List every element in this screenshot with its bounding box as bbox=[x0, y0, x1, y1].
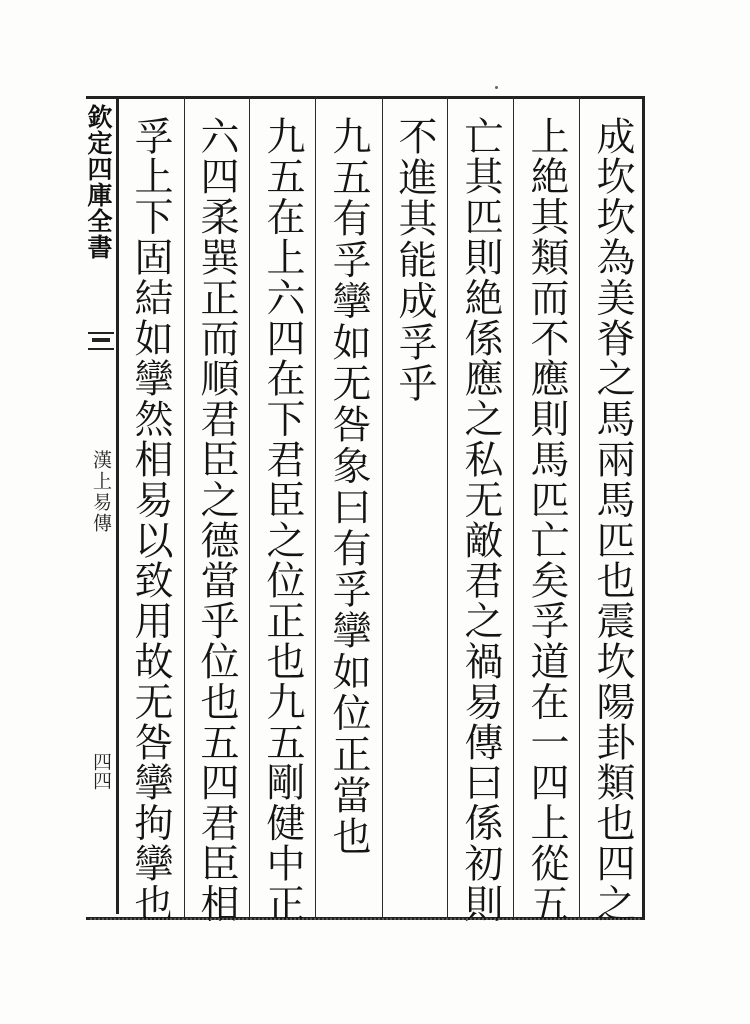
bottom-edge bbox=[90, 918, 640, 930]
text-column-6: 九五在上六四在下君臣之位正也九五剛健中正 bbox=[260, 116, 305, 924]
gutter-book-title: 漢上易傳 bbox=[90, 450, 112, 534]
text-column-5: 九五有孚攣如无咎象曰有孚攣如位正當也 bbox=[326, 116, 371, 858]
fish-tail-mark bbox=[88, 332, 114, 350]
column-rule bbox=[513, 96, 514, 917]
text-column-3: 亡其匹則絶係應之私无敵君之禍易傳曰係初則 bbox=[458, 116, 503, 924]
column-rule bbox=[315, 96, 316, 917]
column-rule bbox=[184, 96, 185, 917]
text-column-7: 六四柔巽正而順君臣之德當乎位也五四君臣相 bbox=[194, 116, 239, 924]
column-rule bbox=[249, 96, 250, 917]
ink-speck bbox=[495, 86, 498, 89]
text-column-4: 不進其能成孚乎 bbox=[392, 116, 437, 405]
gutter-title: 欽定四庫全書 bbox=[84, 104, 113, 260]
text-column-2: 上絶其類而不應則馬匹亡矣孚道在一四上從五 bbox=[524, 116, 569, 924]
gutter-page-number: 四四 bbox=[90, 752, 112, 790]
text-column-1: 成坎坎為美脊之馬兩馬匹也震坎陽卦類也四之 bbox=[590, 116, 635, 924]
column-rule bbox=[447, 96, 448, 917]
column-rule bbox=[579, 96, 580, 917]
column-rule bbox=[382, 96, 383, 917]
text-column-8: 孚上下固結如攣然相易以致用故无咎攣拘攣也 bbox=[128, 116, 173, 924]
